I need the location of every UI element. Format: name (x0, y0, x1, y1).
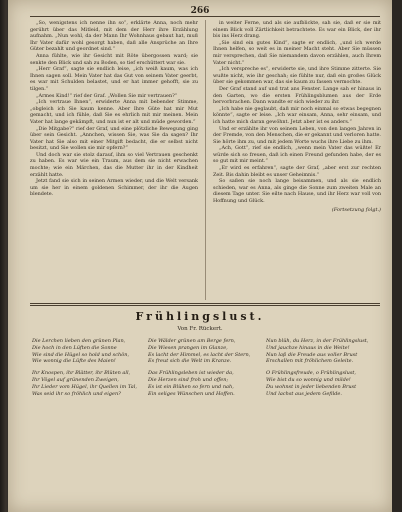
book-page (8, 0, 392, 512)
poem-line: Die hoch in den Lüften die Sonne (32, 344, 117, 351)
paragraph: Und doch war sie stolz darauf, ihm so viel Vertrauen geschenkt zu haben. Es war wie ein Traum, aus dem sie nicht erwachen mochte; wie ein Märchen, das die Mutter ihr in der Kindheit erzählt hatte. (30, 151, 198, 178)
poem-stanza (148, 370, 260, 397)
poem-line: Was seid ihr so fröhlich und eigen? (32, 390, 121, 397)
continuation-note: (Fortsetzung folgt.) (331, 206, 381, 213)
poem-line: Du wohnst in jeder liebenden Brust (266, 383, 357, 390)
poem-line: Es lacht der Himmel, es lacht der Stern, (148, 351, 251, 358)
paragraph: Und er erzählte ihr von seinem Leben, von den langen Jahren in der Fremde, von den Menschen, die er gekannt und verloren hatte. Sie hörte ihm zu, und mit jedem Worte wuchs ihre Liebe zu ihm. (213, 125, 381, 145)
paragraph: „Ich verspreche es“, erwiderte sie, und ihre Stimme zitterte. Sie wußte nicht, wie ihr geschah; sie fühlte nur, daß ein großes Glück über sie gekommen war, das sie kaum zu fassen vermochte. (213, 66, 381, 86)
poem-line: Nun blüh, du Herz, in der Frühlingslust, (266, 338, 369, 344)
paragraph: „Ach, Gott“, rief sie endlich, „wenn mein Vater das wüßte! Er würde sich so freuen, daß ich einen Freund gefunden habe, der es so gut mit mir meint.“ (213, 145, 381, 165)
poem-column-3 (266, 338, 378, 402)
poem-stanza (32, 338, 144, 365)
poem-stanza (266, 370, 378, 397)
page-number: 266 (190, 6, 210, 16)
poem-line: Und lachst aus jedem Gefilde. (266, 390, 342, 397)
article-column-right (213, 20, 381, 300)
poem-line: O Frühlingsfreude, o Frühlingslust, (266, 370, 356, 377)
poem-line: Nun laß die Freude aus voller Brust (266, 351, 358, 358)
poem-line: Das Frühlingsleben ist wieder da, (148, 370, 234, 377)
paragraph: Jetzt fand sie sich in seinen Armen wieder, und die Welt versank um sie her in einem goldenen Schimmer, der ihr die Augen blendete. (30, 178, 198, 198)
poem-line: Es ist ein Blühen so fern und nah, (148, 383, 234, 390)
poem-stanza (32, 370, 144, 397)
section-rule-upper (30, 303, 380, 304)
paragraph: „Armes Kind!“ rief der Graf. „Wollen Sie mir vertrauen?“ (36, 92, 178, 99)
poem-stanza (266, 338, 378, 365)
header-rule (30, 16, 380, 17)
poem-line: Ihr Lieder vom Hügel, ihr Quellen im Tal, (32, 383, 137, 390)
poem-line: Die Herzen sind froh und offen; (148, 376, 229, 383)
poem-line: Ihr Knospen, ihr Blätter, ihr Blüten all, (32, 370, 131, 377)
paragraph: „Sie sind ein gutes Kind“, sagte er endlich, „und ich werde Ihnen helfen, so weit es in meiner Macht steht. Aber Sie müssen mir versprechen, daß Sie niemandem davon erzählen, auch Ihrem Vater nicht.“ (213, 39, 381, 66)
poem-line: Die Wälder grünen am Berge fern, (148, 338, 236, 344)
poem-title: Frühlingslust. (135, 310, 265, 323)
poem-line: Die Wiesen prangen im Glanze, (148, 344, 228, 351)
poem-line: Ihr Vögel auf grünenden Zweigen, (32, 376, 119, 383)
poem-line: Wie sind die Hügel so hold und schön, (32, 351, 130, 358)
poem-line: Die Lerchen lieben den grünen Plan, (32, 338, 126, 344)
paragraph: Anna fühlte, wie ihr Gesicht mit Röte übergossen ward; sie senkte den Blick und sah zu Boden, so tief erschüttert war sie. (30, 52, 198, 66)
poem-line: Wie wonnig die Lüfte des Maien! (32, 358, 116, 365)
poem-column-2 (148, 338, 260, 402)
poem-line: Es freut sich die Welt im Kranze. (148, 358, 232, 365)
paragraph: „Herr Graf“, sagte sie endlich leise, „ich weiß kaum, was ich Ihnen sagen soll. Mein Vater hat das Gut von seinem Vater geerbt, es war mit Schulden belastet, und er hat immer gehofft, sie zu tilgen.“ (30, 66, 198, 92)
poem-author: Von Fr. Rückert. (177, 326, 223, 332)
column-divider (205, 20, 206, 300)
poem-line: Und jauchze hinaus in die Weite! (266, 344, 350, 351)
poem-line: Wie bist du so wonnig und milde! (266, 376, 351, 383)
paragraph: in weiter Ferne, und als sie aufblickte, sah sie, daß er sie mit einem Blick voll Zärtlichkeit betrachtete. Es war ein Blick, der ihr bis ins Herz drang. (213, 20, 381, 40)
paragraph: „So, wenigstens ich nenne ihn so“, erklärte Anna, noch mehr gerührt über das Mitleid, mit dem der Herr ihre Erzählung aufnahm. „Nun wohl, da der Mann Ihr Wohnhaus gebaut hat, muß Ihr Vater dafür wohl gesorgt haben, daß alle Ansprüche an Ihre Güter bezahlt und geordnet sind.“ (30, 20, 198, 53)
paragraph: „Die Mitgabe?“ rief der Graf, und eine plötzliche Bewegung ging über sein Gesicht. „Annchen, wissen Sie, was Sie da sagen? Ihr Vater hat Sie also mit einer Mitgift bedacht, die er selbst nicht besitzt, und Sie wollen sie mir opfern?“ (30, 125, 198, 152)
paragraph: So saßen sie noch lange beisammen, und als sie endlich schieden, war es Anna, als ginge die Sonne zum zweiten Male an diesem Tage unter. Sie eilte nach Hause, und ihr Herz war voll von Hoffnung und Glück. (213, 178, 381, 205)
paragraph: Der Graf stand auf und trat ans Fenster. Lange sah er hinaus in den Garten, wo die ersten Frühlingsblumen aus der Erde hervorbrachen. Dann wandte er sich wieder zu ihr. (213, 85, 381, 106)
poem-line: Erschallen mit fröhlichem Geleite. (266, 358, 354, 365)
poem-stanza (148, 338, 260, 365)
paragraph: „Ich habe nie geglaubt, daß mir noch einmal so etwas begegnen könnte“, sagte er leise. „Ich war einsam, Anna, sehr einsam, und ich hatte mich daran gewöhnt. Jetzt aber ist es anders.“ (213, 105, 381, 125)
article-column-left (30, 20, 198, 300)
section-rule-lower (30, 305, 380, 306)
poem-column-1 (32, 338, 144, 402)
paragraph: „Er wird es erfahren“, sagte der Graf, „aber erst zur rechten Zeit. Bis dahin bleibt es unser Geheimnis.“ (213, 165, 381, 178)
paragraph: „Ich vertraue Ihnen“, erwiderte Anna mit bebender Stimme, „obgleich ich Sie kaum kenne. Aber Ihre Güte hat mir Mut gemacht, und ich fühle, daß Sie es ehrlich mit mir meinen. Mein Vater hat lange gekämpft, und nun ist er alt und müde geworden.“ (30, 99, 198, 125)
poem-line: Ein seliges Wünschen und Hoffen. (148, 390, 235, 397)
